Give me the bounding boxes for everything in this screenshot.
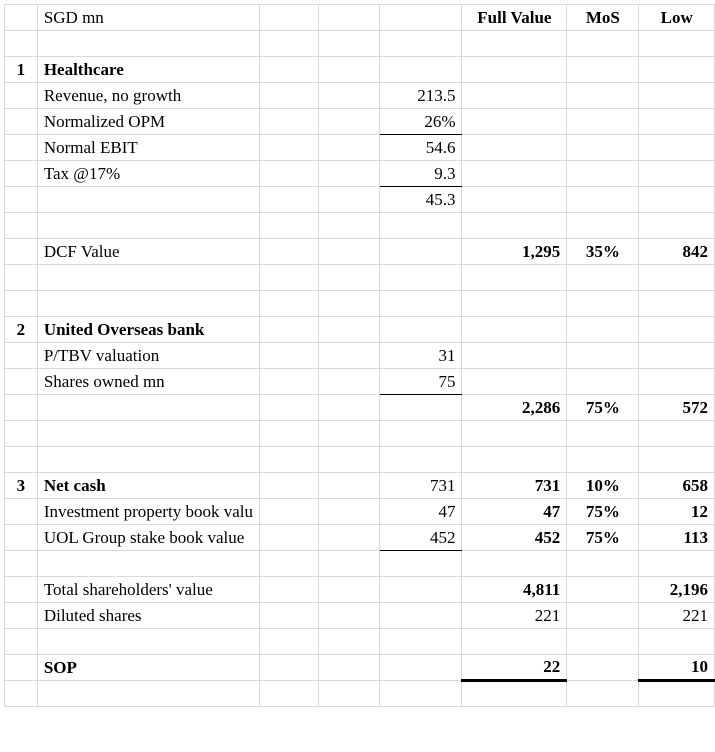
cell-value[interactable]: 731	[379, 473, 462, 499]
low-cell[interactable]: 2,196	[639, 577, 715, 603]
row-label[interactable]: Total shareholders' value	[37, 577, 259, 603]
section-number[interactable]: 1	[5, 57, 38, 83]
full-value-cell[interactable]: 731	[462, 473, 567, 499]
table-row	[5, 291, 715, 317]
full-value-header[interactable]: Full Value	[462, 5, 567, 31]
sop-valuation-table	[4, 4, 715, 707]
cell-value[interactable]: 45.3	[379, 187, 462, 213]
section-number[interactable]: 3	[5, 473, 38, 499]
low-cell[interactable]: 12	[639, 499, 715, 525]
table-row	[5, 5, 715, 31]
table-row	[5, 499, 715, 525]
row-label[interactable]: Shares owned mn	[37, 369, 259, 395]
table-row	[5, 161, 715, 187]
row-label[interactable]: Diluted shares	[37, 603, 259, 629]
table-row	[5, 395, 715, 421]
mos-cell[interactable]: 75%	[567, 525, 639, 551]
mos-cell[interactable]: 35%	[567, 239, 639, 265]
mos-cell[interactable]: 75%	[567, 395, 639, 421]
table-row	[5, 551, 715, 577]
cell-value[interactable]: 9.3	[379, 161, 462, 187]
full-value-cell[interactable]: 47	[462, 499, 567, 525]
section-title[interactable]: Healthcare	[37, 57, 259, 83]
cell-value[interactable]: 31	[379, 343, 462, 369]
table-row	[5, 655, 715, 681]
spreadsheet	[4, 4, 715, 707]
row-label[interactable]: UOL Group stake book value	[37, 525, 259, 551]
table-row	[5, 447, 715, 473]
full-value-cell[interactable]: 4,811	[462, 577, 567, 603]
row-label[interactable]: DCF Value	[37, 239, 259, 265]
row-label[interactable]: Normal EBIT	[37, 135, 259, 161]
table-row	[5, 239, 715, 265]
low-header[interactable]: Low	[639, 5, 715, 31]
sop-label[interactable]: SOP	[37, 655, 259, 681]
row-label[interactable]: Tax @17%	[37, 161, 259, 187]
row-label[interactable]: Investment property book valu	[37, 499, 259, 525]
table-row	[5, 473, 715, 499]
cell-value[interactable]: 452	[379, 525, 462, 551]
table-row	[5, 187, 715, 213]
low-cell[interactable]: 572	[639, 395, 715, 421]
table-row	[5, 109, 715, 135]
low-cell[interactable]: 221	[639, 603, 715, 629]
table-row	[5, 135, 715, 161]
full-value-cell[interactable]: 221	[462, 603, 567, 629]
section-title[interactable]: United Overseas bank	[37, 317, 259, 343]
table-row	[5, 343, 715, 369]
table-row	[5, 57, 715, 83]
full-value-cell[interactable]: 452	[462, 525, 567, 551]
full-value-cell[interactable]: 1,295	[462, 239, 567, 265]
cell-value[interactable]: 54.6	[379, 135, 462, 161]
table-row	[5, 31, 715, 57]
currency-unit-label[interactable]: SGD mn	[37, 5, 259, 31]
table-row	[5, 421, 715, 447]
table-row	[5, 369, 715, 395]
table-row	[5, 83, 715, 109]
row-label[interactable]: P/TBV valuation	[37, 343, 259, 369]
table-row	[5, 629, 715, 655]
section-title[interactable]: Net cash	[37, 473, 259, 499]
mos-cell[interactable]: 75%	[567, 499, 639, 525]
low-cell[interactable]: 658	[639, 473, 715, 499]
row-label[interactable]: Revenue, no growth	[37, 83, 259, 109]
sop-full-value-cell[interactable]: 22	[462, 655, 567, 681]
table-row	[5, 603, 715, 629]
cell-value[interactable]: 26%	[379, 109, 462, 135]
table-row	[5, 681, 715, 707]
cell-value[interactable]: 213.5	[379, 83, 462, 109]
section-number[interactable]: 2	[5, 317, 38, 343]
cell-value[interactable]: 75	[379, 369, 462, 395]
table-row	[5, 317, 715, 343]
table-row	[5, 577, 715, 603]
cell-value[interactable]: 47	[379, 499, 462, 525]
mos-cell[interactable]: 10%	[567, 473, 639, 499]
row-label[interactable]: Normalized OPM	[37, 109, 259, 135]
table-row	[5, 213, 715, 239]
full-value-cell[interactable]: 2,286	[462, 395, 567, 421]
low-cell[interactable]: 113	[639, 525, 715, 551]
mos-header[interactable]: MoS	[567, 5, 639, 31]
sop-low-cell[interactable]: 10	[639, 655, 715, 681]
table-row	[5, 265, 715, 291]
table-row	[5, 525, 715, 551]
low-cell[interactable]: 842	[639, 239, 715, 265]
